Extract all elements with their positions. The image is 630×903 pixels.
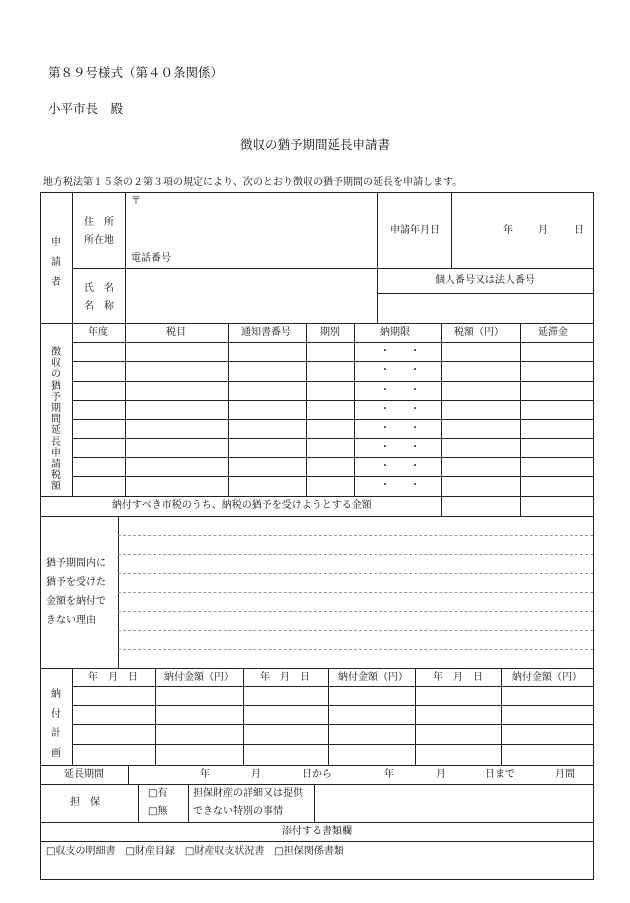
extension-from-year: 年 xyxy=(200,769,210,780)
reason-label-line-1: 猶予期間内に xyxy=(46,558,106,569)
extension-from-suffix: 日から xyxy=(302,769,332,780)
extension-from-month: 月 xyxy=(251,769,261,780)
id-number-input[interactable] xyxy=(380,296,590,320)
intro-text: 地方税法第１５条の２第３項の規定により、次のとおり徴収の猶予期間の延長を申請します。 xyxy=(43,177,463,188)
payment-plan-label: 納付計画 xyxy=(51,689,61,759)
application-date-day: 日 xyxy=(574,225,584,236)
plan-amount-header-2: 納付金額（円） xyxy=(338,672,408,683)
tax-section-label: 徴収の猶予期間延長申請税額 xyxy=(51,347,61,493)
form-title: 徴収の猶予期間延長申請書 xyxy=(240,137,391,152)
collateral-label: 担 保 xyxy=(70,797,100,808)
collateral-no-checkbox[interactable]: □無 xyxy=(148,806,168,817)
due-date-placeholder: ・ ・ xyxy=(380,442,420,453)
due-date-placeholder: ・ ・ xyxy=(380,404,420,415)
extension-to-month: 月 xyxy=(436,769,446,780)
tax-header-year: 年度 xyxy=(88,327,108,338)
applicant-section-label: 申請者 xyxy=(51,237,61,288)
extension-months-suffix: 月間 xyxy=(555,769,575,780)
tax-header-due-date: 納期限 xyxy=(380,327,410,338)
id-number-label: 個人番号又は法人番号 xyxy=(435,275,535,286)
due-date-placeholder: ・ ・ xyxy=(380,346,420,357)
addressee: 小平市長 殿 xyxy=(48,101,124,116)
collateral-yes-checkbox[interactable]: □有 xyxy=(148,788,168,799)
tax-header-period: 期別 xyxy=(320,327,340,338)
application-date-label: 申請年月日 xyxy=(390,225,440,236)
tax-header-amount: 税額（円） xyxy=(454,327,504,338)
extension-to-suffix: 日まで xyxy=(485,769,515,780)
collateral-detail-line-2: できない特別の事情 xyxy=(193,806,283,817)
attachments-checklist[interactable]: □収支の明細書 □財産目録 □財産収支状況書 □担保関係書類 xyxy=(46,846,344,857)
plan-date-header-3: 年 月 日 xyxy=(433,672,483,683)
due-date-placeholder: ・ ・ xyxy=(380,480,420,491)
plan-amount-header-3: 納付金額（円） xyxy=(512,672,582,683)
extension-to-year: 年 xyxy=(384,769,394,780)
application-date-month: 月 xyxy=(538,225,548,236)
application-date-year: 年 xyxy=(503,225,513,236)
due-date-placeholder: ・ ・ xyxy=(380,461,420,472)
plan-amount-header-1: 納付金額（円） xyxy=(164,672,234,683)
total-amount-label: 納付すべき市税のうち、納税の猶予を受けようとする金額 xyxy=(112,500,372,511)
name-input[interactable] xyxy=(130,272,372,318)
tax-header-late-fee: 延滞金 xyxy=(538,327,568,338)
extension-label: 延長期間 xyxy=(64,769,104,780)
reason-input[interactable] xyxy=(120,518,591,666)
form-number: 第８９号様式（第４０条関係） xyxy=(48,65,224,80)
attachments-header: 添付する書類欄 xyxy=(282,826,352,837)
postal-mark: 〒 xyxy=(131,196,141,207)
address-label-2: 所在地 xyxy=(84,235,114,246)
tax-header-item: 税目 xyxy=(166,327,186,338)
due-date-placeholder: ・ ・ xyxy=(380,385,420,396)
name-label-2: 名 称 xyxy=(84,301,114,312)
reason-label-line-4: きない理由 xyxy=(46,615,96,626)
plan-date-header-2: 年 月 日 xyxy=(260,672,310,683)
name-label-1: 氏 名 xyxy=(84,283,114,294)
phone-label: 電話番号 xyxy=(131,253,171,264)
plan-date-header-1: 年 月 日 xyxy=(88,672,138,683)
tax-header-notice-no: 通知書番号 xyxy=(241,327,291,338)
collateral-detail-line-1: 担保財産の詳細又は提供 xyxy=(193,788,303,799)
due-date-placeholder: ・ ・ xyxy=(380,423,420,434)
due-date-placeholder: ・ ・ xyxy=(380,365,420,376)
address-input[interactable] xyxy=(135,212,371,242)
address-label-1: 住 所 xyxy=(84,217,114,228)
reason-label-line-2: 猶予を受けた xyxy=(46,577,106,588)
reason-label-line-3: 金額を納付で xyxy=(46,596,106,607)
